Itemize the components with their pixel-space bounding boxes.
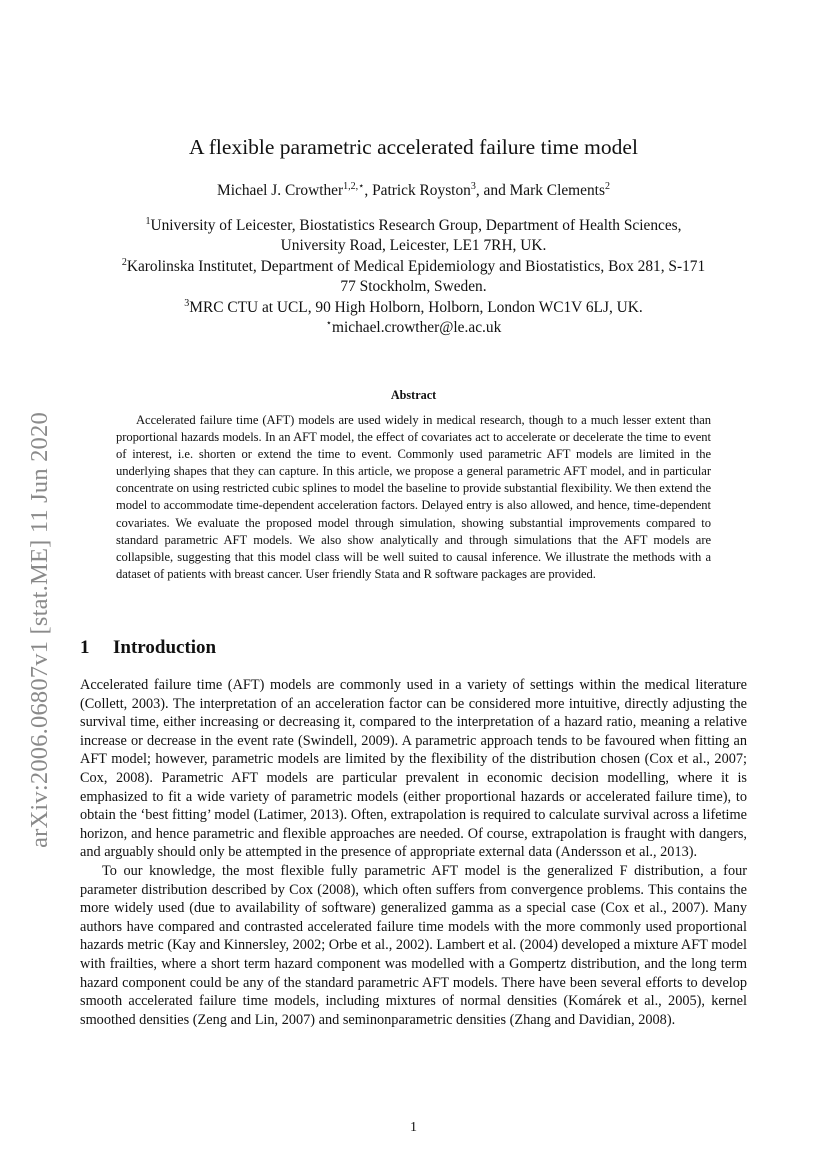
page-number: 1 — [410, 1120, 417, 1135]
affiliation-line: 77 Stockholm, Sweden. — [340, 278, 487, 296]
arxiv-identifier-stamp — [14, 362, 66, 898]
affiliation-text: Karolinska Institutet, Department of Medical Epidemiology and Biostatistics, Box 281, S-171 — [126, 257, 706, 275]
author-name: Patrick Royston — [372, 182, 471, 199]
paper-title: A flexible parametric accelerated failure time model — [189, 135, 638, 159]
affiliation-block — [80, 216, 747, 338]
arxiv-identifier-text: arXiv:2006.06807v1 [stat.ME] 11 Jun 2020 — [26, 412, 53, 848]
corresponding-email[interactable]: michael.crowther@le.ac.uk — [331, 319, 502, 337]
body-paragraph: To our knowledge, the most flexible fully parametric AFT model is the generalized F distribution, a four parameter distribution described by Cox (2008), which often suffers from convergence problems. This contains the more widely used (due to availability of software) generalized gamma as a special case (Cox et al., 2007). Many authors have compared and contrasted accelerated failure time models with the more commonly used proportional hazards metric (Kay and Kinnersley, 2002; Orbe et al., 2002). Lambert et al. (2004) developed a mixture AFT model with frailties, where a short term hazard component was modelled with a Gompertz distribution, and the long term hazard component could be any of the standard parametric AFT models. There have been several efforts to develop smooth accelerated failure time models, including mixtures of normal densities (Komárek et al., 2005), kernel smoothed densities (Zeng and Lin, 2007) and seminonparametric densities (Zhang and Davidian, 2008). — [80, 862, 747, 1028]
affiliation-text: MRC CTU at UCL, 90 High Holborn, Holborn, London WC1V 6LJ, UK. — [189, 298, 643, 316]
corresponding-email-line — [80, 318, 747, 338]
author-affiliation-marker: 3 — [470, 180, 476, 192]
body-paragraph: Accelerated failure time (AFT) models are commonly used in a variety of settings within the medical literature (Collett, 2003). The interpretation of an acceleration factor can be considered more intuitive, directly adjusting the survival time, either increasing or decreasing it, compared to the interpretation of a hazard ratio, meaning a relative increase or decrease in the event rate (Swindell, 2009). A parametric approach tends to be favoured when fitting an AFT model; however, parametric models are limited by the flexibility of the distribution chosen (Cox et al., 2007; Cox, 2008). Parametric AFT models are particular prevalent in economic decision modelling, where it is emphasized to fit a wide variety of parametric models (either proportional hazards or accelerated failure time), to obtain the ‘best fitting’ model (Latimer, 2013). Often, extrapolation is required to calculate survival across a lifetime horizon, and hence parametric and flexible approaches are needed. Of course, extrapolation is fraught with dangers, and arguably should only be attempted in the presence of appropriate external data (Andersson et al., 2013). — [80, 677, 747, 861]
section-title: Introduction — [113, 637, 217, 658]
author-list — [80, 181, 747, 201]
affiliation-marker: 3 — [184, 297, 190, 309]
author-affiliation-marker: 1,2,⋆ — [343, 180, 365, 192]
affiliation-text: University of Leicester, Biostatistics Research Group, Department of Health Sciences, — [150, 217, 682, 234]
author-separator: , — [364, 182, 373, 199]
abstract-heading: Abstract — [390, 388, 437, 402]
affiliation-marker: 2 — [121, 256, 127, 268]
section-number: 1 — [80, 637, 90, 658]
affiliation-line — [80, 298, 747, 318]
introduction-body — [80, 676, 747, 1029]
affiliation-marker: 1 — [145, 215, 151, 227]
email-marker: ⋆ — [325, 317, 332, 329]
author-name: Mark Clements — [509, 182, 605, 199]
abstract-text: Accelerated failure time (AFT) models are used widely in medical research, though to a much lesser extent than proportional hazards models. In an AFT model, the effect of covariates act to accelerate or decelerate the time to event of interest, i.e. shorten or extend the time to event. Commonly used parametric AFT models are limited in the underlying shapes that they can capture. In this article, we propose a general parametric AFT model, and in particular concentrate on using restricted cubic splines to model the baseline to provide substantial flexibility. We then extend the model to accommodate time-dependent acceleration factors. Delayed entry is also allowed, and hence, time-dependent covariates. We evaluate the proposed model through simulation, showing substantial improvements compared to standard parametric AFT models. We also show analytically and through simulations that the AFT models are collapsible, suggesting that this model class will be well suited to causal inference. We illustrate the methods with a dataset of patients with breast cancer. User friendly Stata and R software packages are provided. — [116, 413, 711, 581]
section-heading — [80, 637, 216, 659]
affiliation-line — [80, 257, 747, 277]
affiliation-line — [80, 216, 747, 236]
author-affiliation-marker: 2 — [604, 180, 610, 192]
affiliation-line: University Road, Leicester, LE1 7RH, UK. — [280, 237, 547, 255]
author-name: Michael J. Crowther — [217, 182, 344, 199]
author-separator: , and — [475, 182, 510, 199]
